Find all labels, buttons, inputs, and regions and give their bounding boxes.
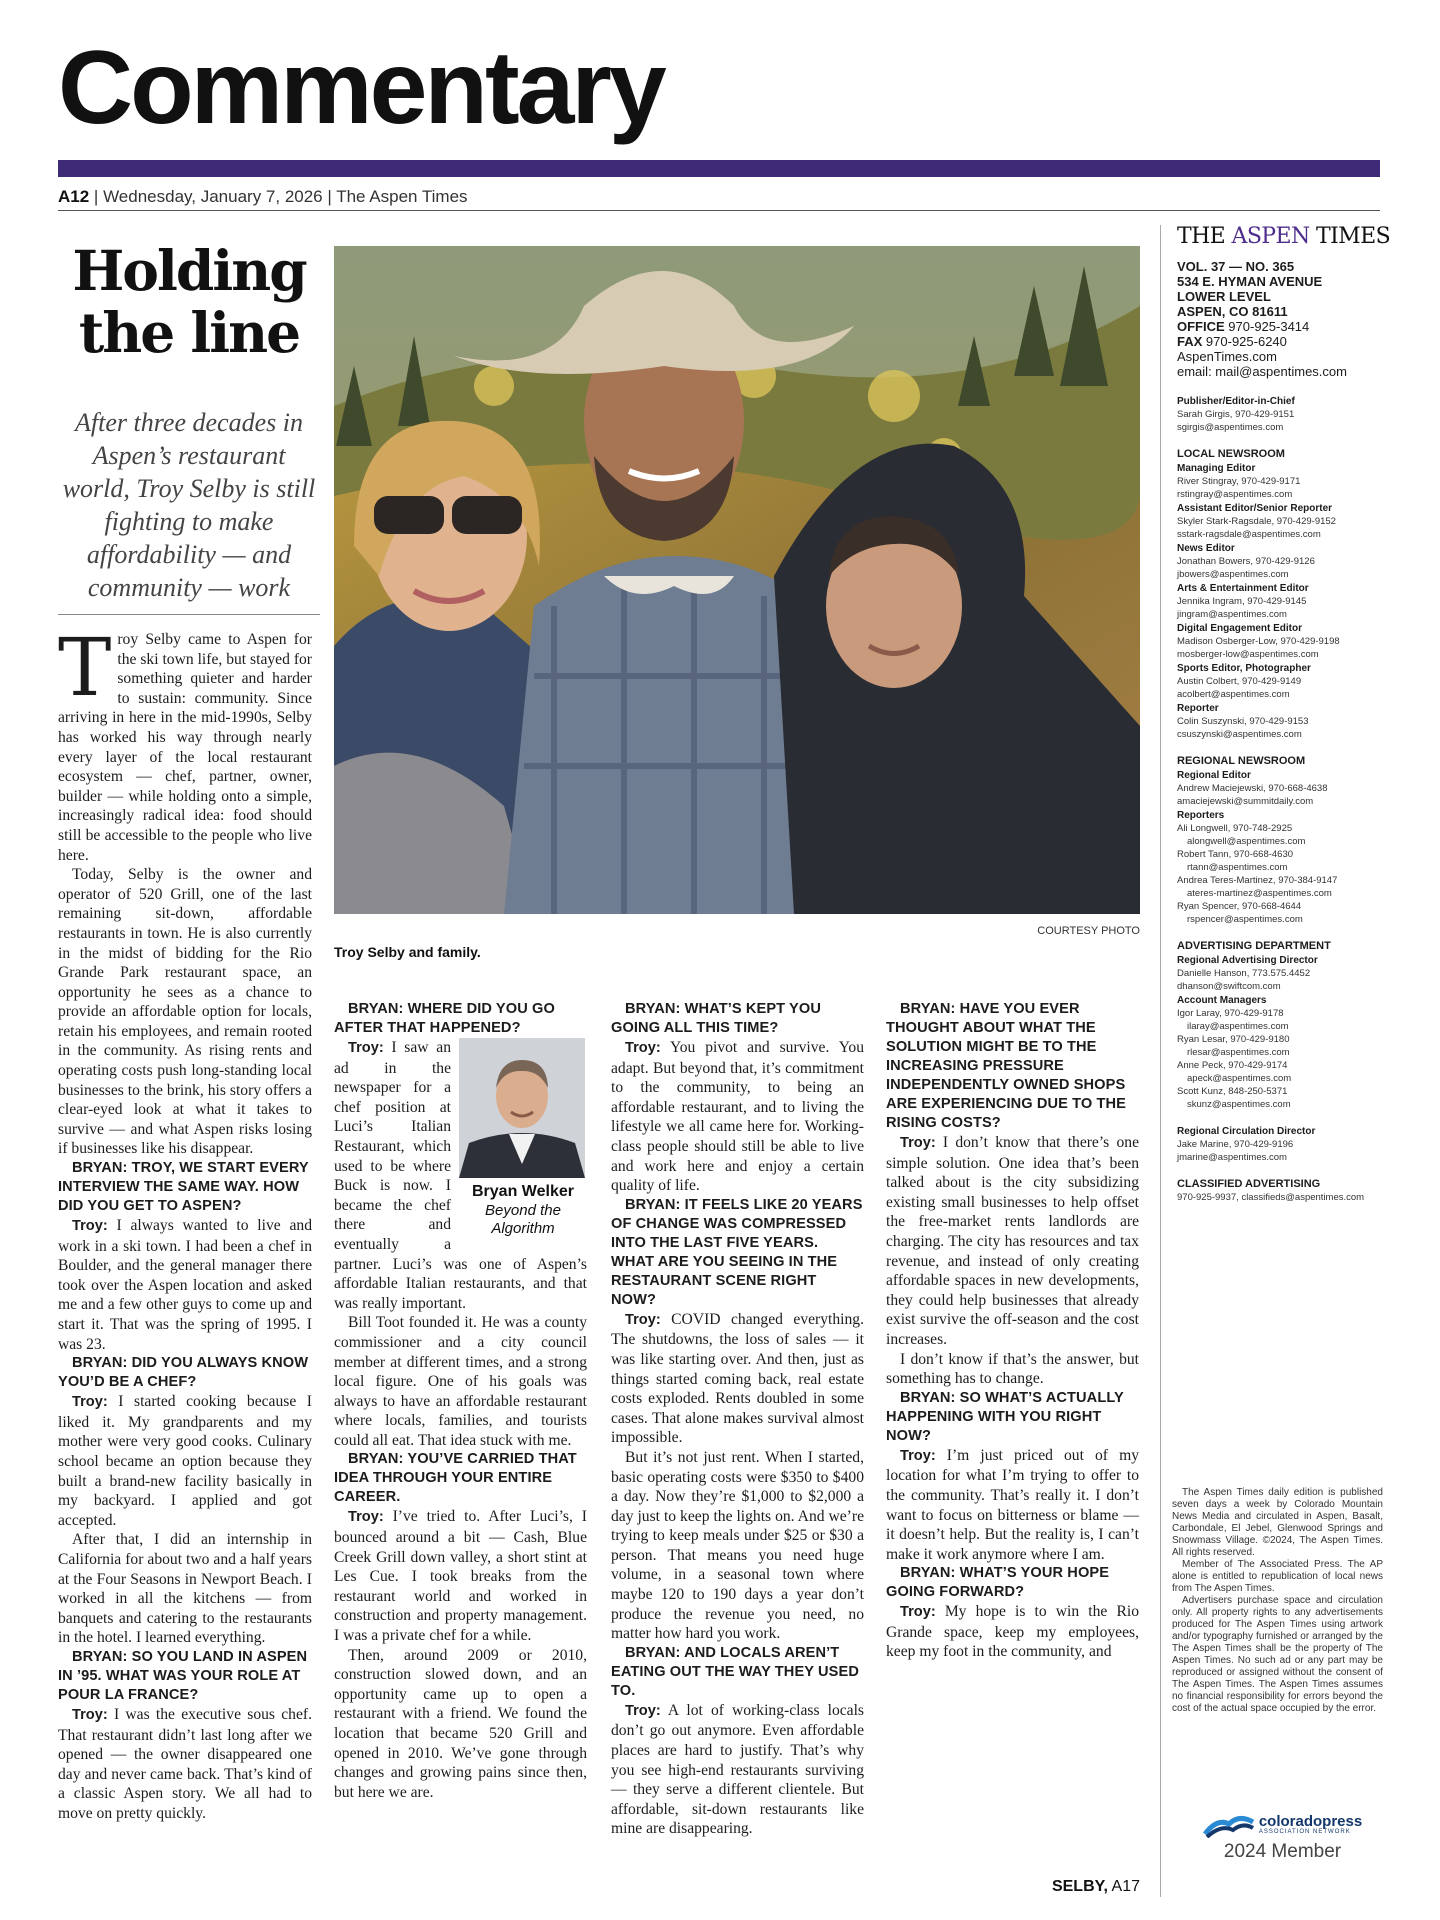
question-heading: BRYAN: HAVE YOU EVER THOUGHT ABOUT WHAT THE SOLUTION MIGHT BE TO THE INCREASING PRESSURE INDEPENDENTLY OWNED SHOPS ARE EXPERIENCING DUE TO THE RISING COSTS? xyxy=(886,1001,1127,1131)
answer-text: COVID changed everything. The shutdowns, the loss of sales — it was like starting over. And then, just as things started coming back, real estate costs exploded. Rents doubled in some cases. That alone makes survival almost impossible. xyxy=(611,1310,864,1447)
article-column-1 xyxy=(58,621,312,1823)
department-heading: CLASSIFIED ADVERTISING xyxy=(1177,1178,1321,1190)
deck-divider xyxy=(58,614,320,615)
paragraph: Today, Selby is the owner and operator of 520 Grill, one of the last remaining sit-down, affordable restaurants in town. He is also currently in the midst of bidding for the Rio Grande Park restaurant space, an opportunity he sees as a chance to provide an affordable option for locals, retain his employees, and remain rooted in the community. As rising rents and operating costs push long-standing local businesses to the brink, his story offers a clear-eyed look at what it takes to survive — and what Aspen risks losing if businesses like his disappear. xyxy=(58,866,312,1158)
staff-name: Igor Laray, 970-429-9178 xyxy=(1177,1008,1284,1019)
question-heading: BRYAN: SO YOU LAND IN ASPEN IN ’95. WHAT WAS YOUR ROLE AT POUR LA FRANCE? xyxy=(58,1648,308,1703)
lede-text: roy Selby came to Aspen for the ski town life, but stayed for something quieter and harder to sustain: community. Since arriving in here in the mid-1990s, Selby has worked his way through nearly every layer of the local restaurant ecosystem — chef, partner, owner, builder — while holding onto a simple, increasingly radical idea: food should still be accessible to the people who live here. xyxy=(58,631,312,864)
staff-email: apeck@aspentimes.com xyxy=(1187,1073,1292,1084)
section-title: Commentary xyxy=(58,30,664,146)
masthead xyxy=(1177,224,1391,1204)
staff-name: River Stingray, 970-429-9171 xyxy=(1177,476,1301,487)
paragraph: Bill Toot founded it. He was a county commissioner and a city council member at different times, and a strong local figure. One of his goals was always to have an affordable restaurant where locals, families, and tourists could all eat. That idea stuck with me. xyxy=(334,1314,587,1449)
staff-name: Ali Longwell, 970-748-2925 xyxy=(1177,823,1293,834)
notice-paragraph: Member of The Associated Press. The AP alone is entitled to republication of local news from The Aspen Times. xyxy=(1172,1559,1383,1594)
staff-name: Robert Tann, 970-668-4630 xyxy=(1177,849,1294,860)
staff-email: sstark-ragsdale@aspentimes.com xyxy=(1177,529,1321,540)
masthead-title-pre: THE xyxy=(1177,224,1226,249)
staff-role: Digital Engagement Editor xyxy=(1177,623,1303,634)
answer-text: I started cooking because I liked it. My grandparents and my mother were very good cooks. Culinary school became an option because they built a brand-new facility basically in my backyard. I applied and got accepted. xyxy=(58,1393,312,1529)
answer-text: A lot of working-class locals don’t go out anymore. Even affordable places are hard to justify. That’s why you see high-end restaurants surviving — they serve a different clientele. But affordable, sit-down restaurants like mine are disappearing. xyxy=(611,1701,864,1838)
staff-name: Austin Colbert, 970-429-9149 xyxy=(1177,676,1302,687)
headline-line-2: the line xyxy=(78,299,300,365)
answer-text: I saw an ad in the newspaper for a chef position at Luci’s Italian Restaurant, which used to be where Buck is now. I became the chef there and eventually a partner. Luci’s was one of Aspen’s affordable Italian restaurants, and that was really important. xyxy=(334,1039,587,1312)
headline xyxy=(58,240,320,363)
issue-date: Wednesday, January 7, 2026 xyxy=(103,187,323,206)
answer-text: My hope is to win the Rio Grande space, keep my employees, keep my foot in the community, and xyxy=(886,1603,1139,1661)
office-phone xyxy=(1177,319,1385,334)
staff-name: Sarah Girgis, 970-429-9151 xyxy=(1177,409,1295,420)
staff-role: Account Managers xyxy=(1177,995,1267,1006)
answer-paragraph xyxy=(58,1705,312,1824)
press-association-logo xyxy=(1180,1812,1385,1838)
photo-caption: Troy Selby and family. xyxy=(334,944,481,960)
staff-email: rspencer@aspentimes.com xyxy=(1187,914,1303,925)
staff-name: Jake Marine, 970-429-9196 xyxy=(1177,1139,1294,1150)
masthead-title xyxy=(1177,224,1391,249)
answer-paragraph xyxy=(611,1310,864,1448)
member-year: 2024 Member xyxy=(1223,1841,1342,1862)
staff-role: Arts & Entertainment Editor xyxy=(1177,583,1309,594)
photo-credit: COURTESY PHOTO xyxy=(1037,925,1140,937)
staff-name: Colin Suszynski, 970-429-9153 xyxy=(1177,716,1309,727)
address-line: LOWER LEVEL xyxy=(1177,289,1271,304)
answer-paragraph xyxy=(58,1392,312,1530)
column-name: Beyond the Algorithm xyxy=(485,1201,561,1237)
speaker-label: Troy: xyxy=(625,1702,661,1719)
staff-email: rstingray@aspentimes.com xyxy=(1177,489,1293,500)
article-column-4 xyxy=(886,1000,1139,1662)
speaker-label: Troy: xyxy=(72,1394,108,1411)
staff-name: Scott Kunz, 848-250-5371 xyxy=(1177,1086,1288,1097)
publication-notice xyxy=(1172,1487,1383,1715)
local-staff-list xyxy=(1177,462,1385,741)
fax-number: 970-925-6240 xyxy=(1205,334,1287,349)
mountain-logo-icon xyxy=(1203,1812,1255,1838)
headline-line-1: Holding xyxy=(72,238,306,303)
staff-name: Jennika Ingram, 970-429-9145 xyxy=(1177,596,1307,607)
masthead-title-accent: ASPEN xyxy=(1231,224,1310,249)
question-heading: BRYAN: IT FEELS LIKE 20 YEARS OF CHANGE WAS COMPRESSED INTO THE LAST FIVE YEARS. WHAT ARE YOU SEEING IN THE RESTAURANT SCENE RIGHT NOW? xyxy=(611,1196,863,1308)
article-column-3 xyxy=(611,1000,864,1839)
staff-email: jingram@aspentimes.com xyxy=(1177,609,1287,620)
staff-role: News Editor xyxy=(1177,543,1235,554)
speaker-label: Troy: xyxy=(72,1706,108,1723)
address-line: 534 E. HYMAN AVENUE xyxy=(1177,274,1323,289)
staff-role: Publisher/Editor-in-Chief xyxy=(1177,396,1295,407)
answer-text: I always wanted to live and work in a ski town. I had been a chef in Boulder, and the general manager there took over the Aspen location and asked me and a few other guys to come up and start it. That was the spring of 1995. I was 23. xyxy=(58,1217,312,1353)
fax-label: FAX xyxy=(1177,334,1203,349)
paragraph: I don’t know if that’s the answer, but something has to change. xyxy=(886,1350,1139,1388)
answer-paragraph xyxy=(58,1216,312,1354)
columnist-name: Bryan Welker xyxy=(472,1183,574,1200)
staff-email: alongwell@aspentimes.com xyxy=(1187,836,1306,847)
department-heading: REGIONAL NEWSROOM xyxy=(1177,755,1306,767)
staff-name: Ryan Lesar, 970-429-9180 xyxy=(1177,1034,1290,1045)
jump-line[interactable] xyxy=(1000,1878,1140,1896)
answer-text: I’m just priced out of my location for what I’m trying to offer to the community. That’s really it. I don’t want to focus on bitterness or blame — it doesn’t help. But the reality is, I can’t make it work anymore where I am. xyxy=(886,1446,1139,1563)
reporters-list xyxy=(1177,822,1385,926)
staff-email: jbowers@aspentimes.com xyxy=(1177,569,1289,580)
speaker-label: Troy: xyxy=(900,1135,936,1151)
columnist-box xyxy=(459,1038,587,1238)
staff-name: Skyler Stark-Ragsdale, 970-429-9152 xyxy=(1177,516,1336,527)
drop-cap: T xyxy=(58,621,112,714)
staff-name: Ryan Spencer, 970-668-4644 xyxy=(1177,901,1302,912)
speaker-label: Troy: xyxy=(348,1509,384,1526)
speaker-label: Troy: xyxy=(625,1311,661,1328)
staff-email: acolbert@aspentimes.com xyxy=(1177,689,1290,700)
header-divider xyxy=(58,210,1380,211)
question-heading: BRYAN: WHAT’S YOUR HOPE GOING FORWARD? xyxy=(886,1565,1110,1601)
answer-paragraph xyxy=(611,1038,864,1196)
deck: After three decades in Aspen’s restaurant world, Troy Selby is still fighting to make affordability — and community — work xyxy=(62,408,316,603)
staff-name: Andrew Maciejewski, 970-668-4638 xyxy=(1177,783,1328,794)
section-rule xyxy=(58,160,1380,177)
family-photo xyxy=(334,246,1140,914)
office-number: 970-925-3414 xyxy=(1228,319,1310,334)
columnist-photo xyxy=(459,1038,585,1178)
notice-paragraph: The Aspen Times daily edition is published seven days a week by Colorado Mountain News Media and circulated in Aspen, Basalt, Carbondale, El Jebel, Glenwood Springs and Snowmass Village. ©2024, The Aspen Times. All rights reserved. xyxy=(1172,1487,1383,1558)
press-association-badge xyxy=(1180,1812,1385,1863)
staff-name: Anne Peck, 970-429-9174 xyxy=(1177,1060,1288,1071)
staff-role: Sports Editor, Photographer xyxy=(1177,663,1311,674)
masthead-title-post: TIMES xyxy=(1316,224,1391,249)
staff-email: amaciejewski@summitdaily.com xyxy=(1177,796,1314,807)
paragraph: After that, I did an internship in California for about two and a half years at the Four Seasons in Newport Beach. I worked in all the kitchens — from banquets and catering to the restaurants in the hotel. I learned everything. xyxy=(58,1531,312,1647)
staff-role: Reporter xyxy=(1177,703,1219,714)
masthead-divider xyxy=(1160,225,1161,1897)
answer-text: I was the executive sous chef. That restaurant didn’t last long after we opened — the owner disappeared one day and never came back. That’s kind of a classic Aspen story. We all had to move on pretty quickly. xyxy=(58,1705,312,1822)
staff-role: Managing Editor xyxy=(1177,463,1256,474)
office-label: OFFICE xyxy=(1177,319,1225,334)
answer-text: I’ve tried to. After Luci’s, I bounced around a bit — Cash, Blue Creek Grill down valley, a short stint at Les Cue. I took breaks from the restaurant world and worked in construction and property management. I was a private chef for a while. xyxy=(334,1508,587,1645)
staff-role: Regional Circulation Director xyxy=(1177,1126,1316,1137)
speaker-label: Troy: xyxy=(72,1218,108,1235)
staff-role: Regional Advertising Director xyxy=(1177,955,1318,966)
answer-paragraph xyxy=(886,1133,1139,1350)
volume: VOL. 37 — NO. 365 xyxy=(1177,259,1295,274)
staff-email: jmarine@aspentimes.com xyxy=(1177,1152,1287,1163)
masthead-contact xyxy=(1177,259,1385,379)
fax-phone xyxy=(1177,334,1385,349)
staff-email: csuszynski@aspentimes.com xyxy=(1177,729,1302,740)
article-column-2 xyxy=(334,1000,587,1802)
notice-paragraph: Advertisers purchase space and circulation only. All property rights to any advertisements produced for The Aspen Times using artwork and/or typography furnished or arranged by the The Aspen Times shall be the property of The Aspen Times. No such ad or any part may be reproduced or assigned without the consent of The Aspen Times. The Aspen Times assumes no financial responsibility for errors beyond the cost of the actual space occupied by the error. xyxy=(1172,1595,1383,1714)
classified-contact: 970-925-9937, classifieds@aspentimes.com xyxy=(1177,1192,1365,1203)
press-association-name: coloradopress xyxy=(1258,1813,1363,1830)
question-heading: BRYAN: SO WHAT’S ACTUALLY HAPPENING WITH YOU RIGHT NOW? xyxy=(886,1389,1124,1444)
publication-name: The Aspen Times xyxy=(336,187,468,206)
address-line: ASPEN, CO 81611 xyxy=(1177,304,1288,319)
answer-text: I don’t know that there’s one simple solution. One idea that’s been talked about is the city subsidizing existing small businesses to help offset the free-market rents landlords are charging. The city has resources and tax revenue, and instead of only creating affordable spaces in new developments, they could help businesses that already exist survive the off-season and the cost increases. xyxy=(886,1134,1139,1348)
staff-role: Reporters xyxy=(1177,810,1225,821)
email-link[interactable]: email: mail@aspentimes.com xyxy=(1177,364,1347,379)
staff-email: dhanson@swiftcom.com xyxy=(1177,981,1281,992)
staff-role: Assistant Editor/Senior Reporter xyxy=(1177,503,1333,514)
speaker-label: Troy: xyxy=(625,1040,661,1056)
staff-name: Madison Osberger-Low, 970-429-9198 xyxy=(1177,636,1340,647)
staff-email: mosberger-low@aspentimes.com xyxy=(1177,649,1319,660)
speaker-label: Troy: xyxy=(348,1040,384,1056)
question-heading: BRYAN: DID YOU ALWAYS KNOW YOU’D BE A CHEF? xyxy=(58,1355,309,1391)
answer-paragraph xyxy=(886,1602,1139,1662)
answer-paragraph xyxy=(886,1446,1139,1565)
page-number: A12 xyxy=(58,187,90,206)
staff-email: ilaray@aspentimes.com xyxy=(1187,1021,1289,1032)
staff-email: sgirgis@aspentimes.com xyxy=(1177,422,1284,433)
question-heading: BRYAN: TROY, WE START EVERY INTERVIEW THE SAME WAY. HOW DID YOU GET TO ASPEN? xyxy=(58,1160,309,1215)
department-heading: ADVERTISING DEPARTMENT xyxy=(1177,940,1331,952)
jump-label: SELBY, xyxy=(1051,1878,1108,1895)
lede-paragraph xyxy=(58,621,312,865)
staff-email: skunz@aspentimes.com xyxy=(1187,1099,1291,1110)
staff-name: Andrea Teres-Martinez, 970-384-9147 xyxy=(1177,875,1338,886)
paragraph: But it’s not just rent. When I started, basic operating costs were $350 to $400 a day. Now they’re $1,000 to $2,000 a day just to keep the lights on. And we’re trying to keep meals under $25 or $30 a person. That means you need huge volume, in a seasonal town where maybe 120 to 190 days a year don’t produce the revenue you need, no matter how hard you work. xyxy=(611,1448,864,1643)
staff-email: rlesar@aspentimes.com xyxy=(1187,1047,1290,1058)
question-heading: BRYAN: AND LOCALS AREN’T EATING OUT THE WAY THEY USED TO. xyxy=(611,1644,859,1699)
question-heading: BRYAN: WHAT’S KEPT YOU GOING ALL THIS TIME? xyxy=(611,1001,821,1036)
managers-list xyxy=(1177,1007,1385,1111)
staff-role: Regional Editor xyxy=(1177,770,1251,781)
jump-page: A17 xyxy=(1111,1878,1140,1895)
answer-paragraph xyxy=(611,1701,864,1839)
dateline: A12 | Wednesday, January 7, 2026 | The Aspen Times xyxy=(58,187,468,206)
paragraph: Then, around 2009 or 2010, construction slowed down, and an opportunity came up to open a restaurant with a friend. We found the location that became 520 Grill and opened in 2010. We’ve gone through changes and growing pains since then, but here we are. xyxy=(334,1646,587,1801)
speaker-label: Troy: xyxy=(900,1604,936,1621)
press-association-sub: ASSOCIATION NETWORK xyxy=(1258,1829,1351,1835)
department-heading: LOCAL NEWSROOM xyxy=(1177,448,1285,460)
staff-name: Jonathan Bowers, 970-429-9126 xyxy=(1177,556,1315,567)
website-link[interactable]: AspenTimes.com xyxy=(1177,349,1277,364)
answer-paragraph xyxy=(334,1507,587,1645)
answer-text: You pivot and survive. You adapt. But beyond that, it’s commitment to the community, to being an affordable restaurant, and to living the lifestyle we all came here for. Working-class people should still be able to live and work here and enjoy a certain quality of life. xyxy=(611,1039,864,1195)
staff-name: Danielle Hanson, 773.575.4452 xyxy=(1177,968,1311,979)
staff-email: ateres-martinez@aspentimes.com xyxy=(1187,888,1332,899)
question-heading: BRYAN: YOU’VE CARRIED THAT IDEA THROUGH YOUR ENTIRE CAREER. xyxy=(334,1451,577,1506)
question-heading: BRYAN: WHERE DID YOU GO AFTER THAT HAPPENED? xyxy=(334,1001,555,1036)
speaker-label: Troy: xyxy=(900,1447,936,1464)
staff-email: rtann@aspentimes.com xyxy=(1187,862,1288,873)
